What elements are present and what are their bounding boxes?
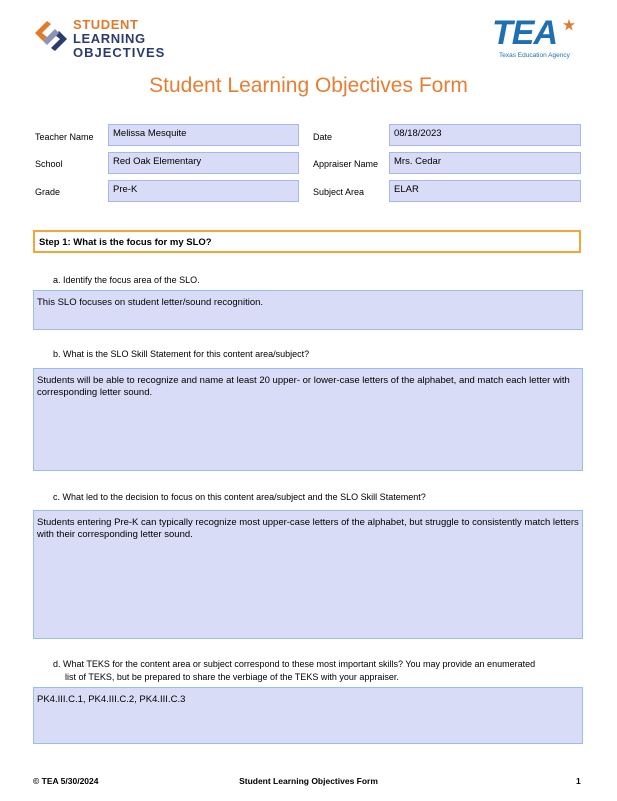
teacher-name-field[interactable]: Melissa Mesquite <box>108 124 299 146</box>
tea-star-icon <box>563 19 575 31</box>
subject-area-field[interactable]: ELAR <box>389 180 581 202</box>
slo-logo-line3: OBJECTIVES <box>73 45 166 60</box>
slo-logo-line1: STUDENT <box>73 17 139 32</box>
question-c-prompt: c. What led to the decision to focus on this content area/subject and the SLO Skill Statement? <box>53 492 426 502</box>
tea-subtitle: Texas Education Agency <box>499 52 570 59</box>
school-label: School <box>35 159 63 169</box>
slo-logo <box>33 18 168 64</box>
footer-copyright: © TEA 5/30/2024 <box>33 776 99 786</box>
subject-area-label: Subject Area <box>313 187 365 197</box>
school-field[interactable]: Red Oak Elementary <box>108 152 299 174</box>
question-d-prompt-line1: d. What TEKS for the content area or subject correspond to these most important skills? You may provide an enumerated <box>53 659 536 669</box>
slo-logo-line2: LEARNING <box>73 31 146 46</box>
date-field[interactable]: 08/18/2023 <box>389 124 581 146</box>
teacher-name-label: Teacher Name <box>35 132 94 142</box>
question-d-prompt-line2: list of TEKS, but be prepared to share the verbiage of the TEKS with your appraiser. <box>65 672 399 682</box>
footer-page-number: 1 <box>576 776 581 786</box>
slo-logo-mark-icon <box>33 19 69 53</box>
question-a-answer[interactable]: This SLO focuses on student letter/sound recognition. <box>33 290 583 330</box>
step1-heading: Step 1: What is the focus for my SLO? <box>33 230 581 253</box>
question-b-answer[interactable]: Students will be able to recognize and name at least 20 upper- or lower-case letters of the alphabet, and match each letter with corresponding letter sound. <box>33 368 583 471</box>
footer-title: Student Learning Objectives Form <box>239 776 378 786</box>
appraiser-name-field[interactable]: Mrs. Cedar <box>389 152 581 174</box>
question-b-prompt: b. What is the SLO Skill Statement for this content area/subject? <box>53 349 310 359</box>
question-c-answer[interactable]: Students entering Pre-K can typically recognize most upper-case letters of the alphabet, but struggle to consistently match letters with their corresponding letter sound. <box>33 510 583 639</box>
tea-wordmark: TEA <box>492 14 557 52</box>
question-d-answer[interactable]: PK4.III.C.1, PK4.III.C.2, PK4.III.C.3 <box>33 687 583 744</box>
appraiser-name-label: Appraiser Name <box>313 159 379 169</box>
grade-label: Grade <box>35 187 61 197</box>
date-label: Date <box>313 132 333 142</box>
tea-logo <box>492 14 584 60</box>
question-a-prompt: a. Identify the focus area of the SLO. <box>53 275 200 285</box>
grade-field[interactable]: Pre-K <box>108 180 299 202</box>
form-title: Student Learning Objectives Form <box>149 74 468 97</box>
